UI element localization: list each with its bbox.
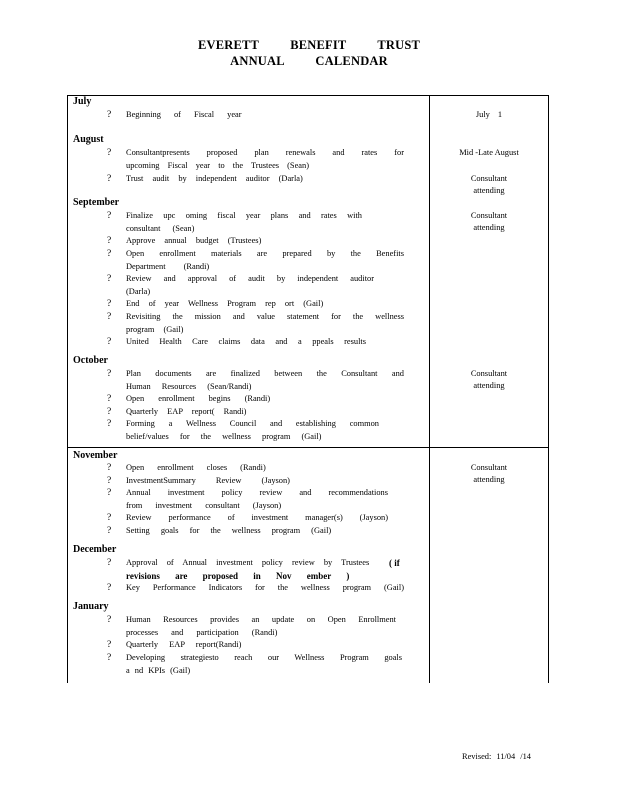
item-text-line: from investment consultant (Jayson)	[126, 500, 282, 510]
item-text-line: Review and approval of audit by independent auditor	[126, 274, 374, 283]
month-heading-december: December	[73, 544, 117, 555]
month-heading-september: September	[73, 197, 120, 208]
bullet-glyph: ?	[107, 394, 112, 404]
bullet-glyph: ?	[107, 174, 112, 184]
bullet-glyph: ?	[107, 615, 112, 625]
item-text-line: Forming a Wellness Council and establishing common	[126, 419, 379, 428]
bullet-glyph: ?	[107, 583, 112, 593]
bullet-glyph: ?	[107, 148, 112, 158]
bullet-glyph: ?	[107, 337, 112, 347]
bullet-glyph: ?	[107, 110, 112, 120]
bullet-glyph: ?	[107, 526, 112, 536]
item-text: Open enrollment begins (Randi)	[126, 394, 271, 403]
bullet-glyph: ?	[107, 249, 112, 259]
attendance-note: Consultant attending	[470, 174, 508, 196]
attendance-note: Consultant attending	[470, 369, 508, 391]
item-text-line: Consultantpresents proposed plan renewals and rates for	[126, 148, 404, 157]
bullet-glyph: ?	[107, 312, 112, 322]
table-top-border	[67, 95, 549, 96]
item-text: Setting goals for the wellness program (Gail)	[126, 526, 332, 535]
item-text: Beginning of Fiscal year	[126, 110, 242, 119]
item-text-line: Department (Randi)	[126, 261, 210, 271]
bullet-glyph: ?	[107, 488, 112, 498]
bullet-glyph: ?	[107, 369, 112, 379]
timing-note: Mid -Late August	[459, 148, 519, 157]
calendar-table	[67, 95, 549, 683]
item-text-line: belief/values for the wellness program (Gail)	[126, 431, 322, 441]
bullet-glyph: ?	[107, 274, 112, 284]
item-text-line: (Darla)	[126, 286, 151, 296]
item-text: InvestmentSummary Review (Jayson)	[126, 476, 290, 485]
item-text: Review performance of investment manager(s) (Jayson)	[126, 513, 388, 522]
item-text-line: Finalize upc oming fiscal year plans and rates with	[126, 211, 362, 220]
item-text: Trust audit by independent auditor (Darla)	[126, 174, 303, 183]
item-text: Approval of Annual investment policy review by Trustees	[126, 558, 370, 567]
item-text: End of year Wellness Program rep ort (Gail)	[126, 299, 324, 308]
bullet-glyph: ?	[107, 419, 112, 429]
bullet-glyph: ?	[107, 407, 112, 417]
item-text-line: consultant (Sean)	[126, 223, 195, 233]
item-text: Open enrollment closes (Randi)	[126, 463, 266, 472]
table-left-border	[67, 95, 68, 683]
item-text-line: Annual investment policy review and recommendations	[126, 488, 388, 497]
item-bold-text: ( if	[389, 558, 400, 568]
item-text-line: Revisiting the mission and value statement for the wellness	[126, 312, 404, 321]
bullet-glyph: ?	[107, 299, 112, 309]
item-text: Key Performance Indicators for the wellness program (Gail)	[126, 583, 404, 592]
document-title-line-2: ANNUAL CALENDAR	[230, 54, 388, 68]
item-text: Approve annual budget (Trustees)	[126, 236, 262, 245]
bullet-glyph: ?	[107, 513, 112, 523]
month-heading-november: November	[73, 450, 118, 461]
item-text-line: Developing strategiesto reach our Wellness Program goals	[126, 653, 402, 662]
attendance-note: Consultant attending	[470, 211, 508, 233]
item-text-line: Human Resources provides an update on Open Enrollment	[126, 615, 396, 624]
item-text-line: a nd KPIs (Gail)	[126, 665, 191, 675]
item-text-line: upcoming Fiscal year to the Trustees (Sean)	[126, 160, 310, 170]
timing-note: July 1	[475, 110, 503, 119]
item-text-line: processes and participation (Randi)	[126, 627, 278, 637]
bullet-glyph: ?	[107, 236, 112, 246]
item-text-line: program (Gail)	[126, 324, 184, 334]
document-title-line-1: EVERETT BENEFIT TRUST	[197, 38, 421, 52]
item-text-line: Open enrollment materials are prepared by the Benefits	[126, 249, 404, 258]
month-heading-october: October	[73, 355, 108, 366]
row-divider	[67, 447, 549, 448]
bullet-glyph: ?	[107, 558, 112, 568]
item-text: Quarterly EAP report(Randi)	[126, 640, 242, 649]
revised-date: Revised: 11/04 /14	[462, 752, 531, 761]
bullet-glyph: ?	[107, 476, 112, 486]
bullet-glyph: ?	[107, 463, 112, 473]
item-bold-text: revisions are proposed in Nov ember )	[126, 570, 350, 581]
item-text: United Health Care claims data and a ppeals results	[126, 337, 366, 346]
month-heading-january: January	[73, 601, 109, 612]
bullet-glyph: ?	[107, 653, 112, 663]
month-heading-july: July	[73, 96, 92, 107]
item-text-line: Human Resources (Sean/Randi)	[126, 381, 252, 391]
item-text: Quarterly EAP report( Randi)	[126, 407, 247, 416]
month-heading-august: August	[73, 134, 104, 145]
bullet-glyph: ?	[107, 211, 112, 221]
bullet-glyph: ?	[107, 640, 112, 650]
item-text-line: Plan documents are finalized between the Consultant and	[126, 369, 404, 378]
attendance-note: Consultant attending	[470, 463, 508, 485]
